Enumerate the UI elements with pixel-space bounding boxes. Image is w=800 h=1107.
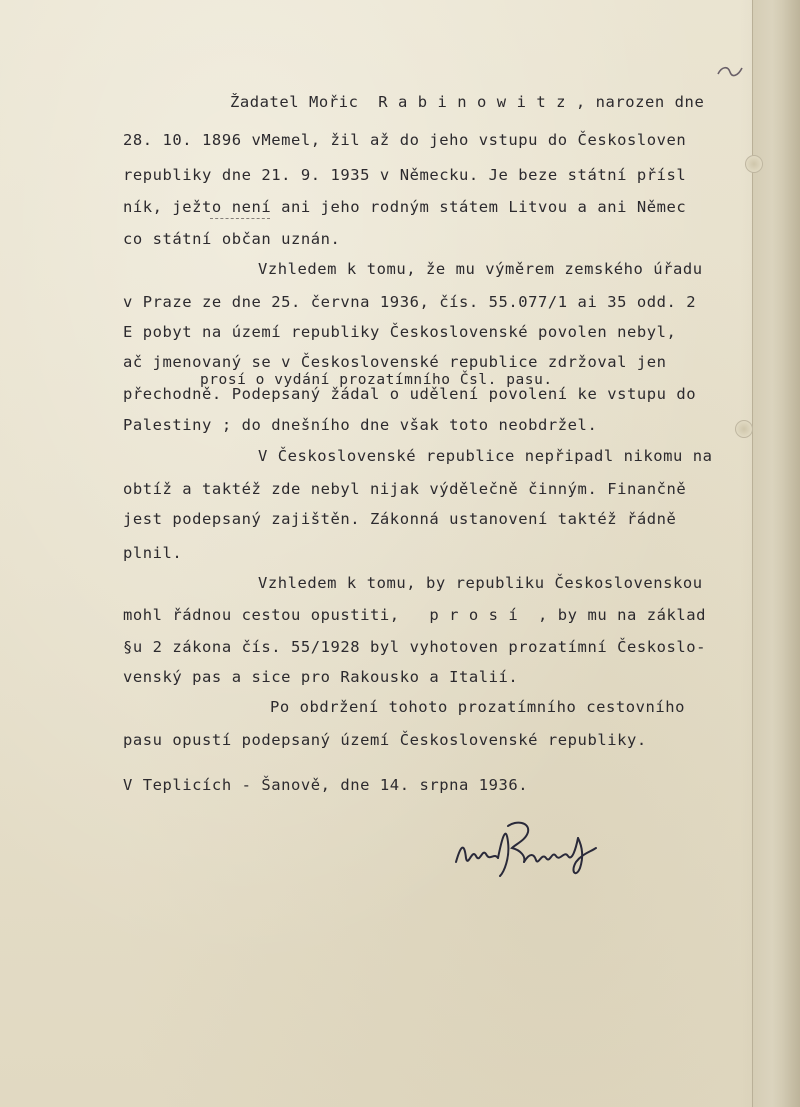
text-line: 28. 10. 1896 vMemel, žil až do jeho vstupu do Českosloven xyxy=(123,131,687,149)
punch-hole-mark xyxy=(745,155,763,173)
text-line: co státní občan uznán. xyxy=(123,230,341,248)
text-line: ač jmenovaný se v Československé republice zdržoval jen xyxy=(123,353,667,371)
punch-hole-mark xyxy=(735,420,753,438)
text-line-interlinear: prosí o vydání prozatímního Čsl. pasu. xyxy=(200,372,553,388)
text-line: ník, ježto není ani jeho rodným státem Litvou a ani Němec xyxy=(123,198,687,216)
text-line: republiky dne 21. 9. 1935 v Německu. Je beze státní přísl xyxy=(123,166,687,184)
text-line: v Praze ze dne 25. června 1936, čís. 55.077/1 ai 35 odd. 2 xyxy=(123,293,697,311)
text-line: Žadatel Mořic R a b i n o w i t z , narozen dne xyxy=(230,93,705,111)
text-line: Palestiny ; do dnešního dne však toto neobdržel. xyxy=(123,416,598,434)
place-date-line: V Teplicích - Šanově, dne 14. srpna 1936. xyxy=(123,776,529,794)
text-line: Po obdržení tohoto prozatímního cestovního xyxy=(270,698,686,716)
text-line: plnil. xyxy=(123,544,183,562)
text-line: mohl řádnou cestou opustiti, p r o s í , by mu na základ xyxy=(123,606,707,624)
text-line: V Československé republice nepřipadl nikomu na xyxy=(258,447,713,465)
text-line: §u 2 zákona čís. 55/1928 byl vyhotoven prozatímní Českoslo- xyxy=(123,638,707,656)
handwritten-signature xyxy=(450,818,600,880)
corner-pencil-mark xyxy=(716,62,746,82)
text-line: E pobyt na území republiky Československé povolen nebyl, xyxy=(123,323,677,341)
text-line: venský pas a sice pro Rakousko a Italií. xyxy=(123,668,519,686)
text-line: jest podepsaný zajištěn. Zákonná ustanovení taktéž řádně xyxy=(123,510,677,528)
text-line: obtíž a taktéž zde nebyl nijak výdělečně činným. Finančně xyxy=(123,480,687,498)
pencil-underline xyxy=(210,218,270,220)
text-line: Vzhledem k tomu, by republiku Československou xyxy=(258,574,703,592)
text-line: přechodně. Podepsaný žádal o udělení povolení ke vstupu do xyxy=(123,385,697,403)
text-line: pasu opustí podepsaný území Československé republiky. xyxy=(123,731,647,749)
text-line: Vzhledem k tomu, že mu výměrem zemského úřadu xyxy=(258,260,703,278)
